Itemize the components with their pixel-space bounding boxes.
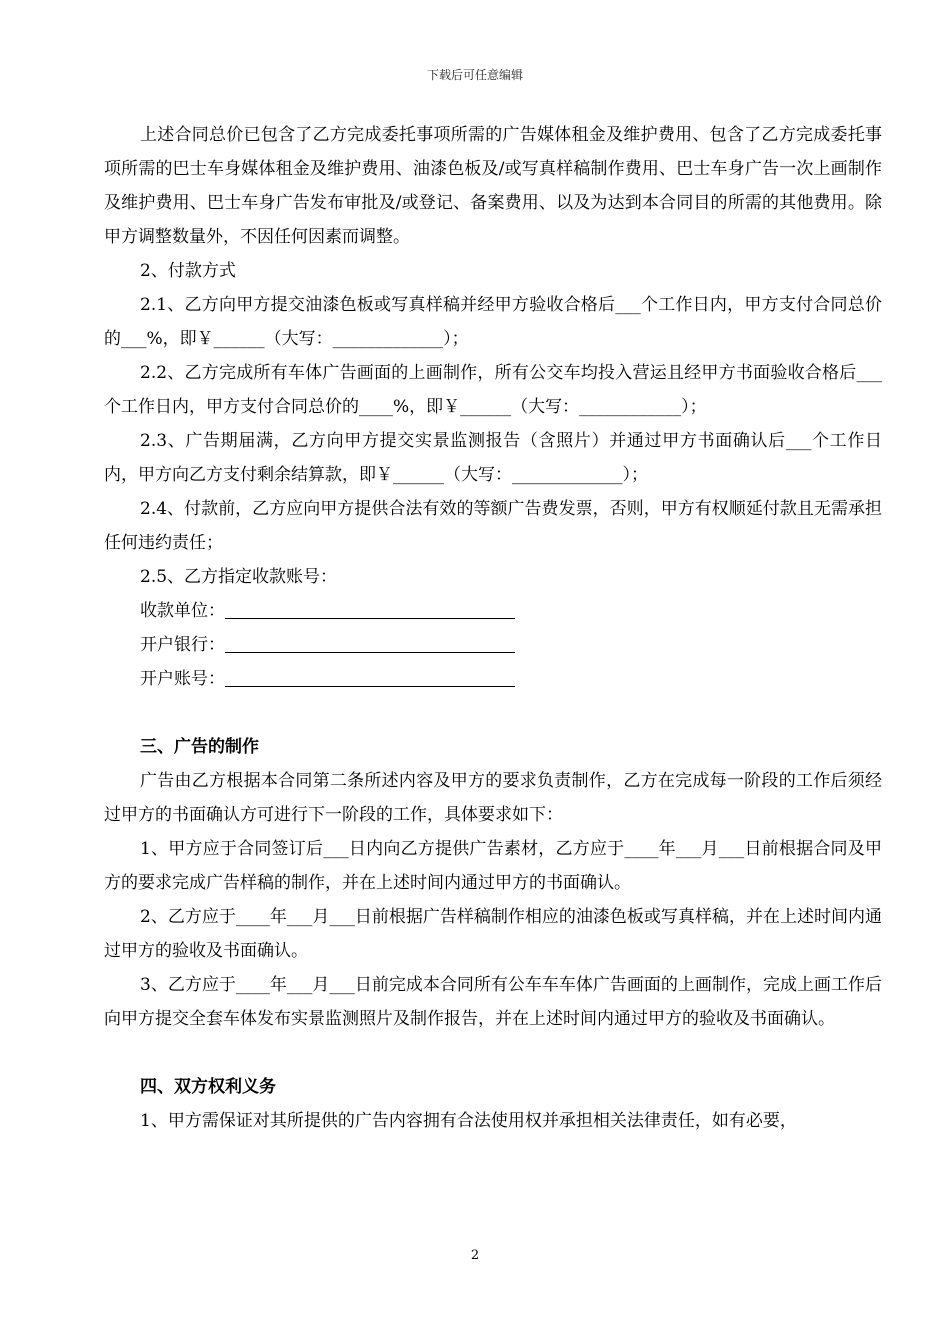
section-4-item-1: 1、甲方需保证对其所提供的广告内容拥有合法使用权并承担相关法律责任，如有必要， <box>140 1111 797 1131</box>
paragraph-payment-2-1: 2.1、乙方向甲方提交油漆色板或写真样稿并经甲方验收合格后___个工作日内，甲方支付合同总价的___%，即￥______（大写：_____________）； <box>104 295 882 349</box>
section-3-intro: 广告由乙方根据本合同第二条所述内容及甲方的要求负责制作，乙方在完成每一阶段的工作后须经过甲方的书面确认方可进行下一阶段的工作，具体要求如下： <box>104 771 882 825</box>
section-3-item-2: 2、乙方应于____年___月___日前根据广告样稿制作相应的油漆色板或写真样稿，并在上述时间内通过甲方的验收及书面确认。 <box>104 907 882 961</box>
section-3-title: 三、广告的制作 <box>140 737 259 757</box>
spacer <box>104 696 882 730</box>
section-3-item-3: 3、乙方应于____年___月___日前完成本合同所有公车车车体广告画面的上画制作，完成上画工作后向甲方提交全套车体发布实景监测照片及制作报告，并在上述时间内通过甲方的验收及书面确认。 <box>104 975 882 1029</box>
section-3-item-1: 1、甲方应于合同签订后___日内向乙方提供广告素材，乙方应于____年___月___日前根据合同及甲方的要求完成广告样稿的制作，并在上述时间内通过甲方的书面确认。 <box>104 839 882 893</box>
page-number: 2 <box>470 1248 480 1263</box>
bank-label: 开户银行： <box>140 635 225 655</box>
paragraph-payment-2-5: 2.5、乙方指定收款账号： <box>140 567 338 587</box>
account-label: 开户账号： <box>140 669 225 689</box>
payee-label: 收款单位： <box>140 601 225 621</box>
paragraph-contract-total: 上述合同总价已包含了乙方完成委托事项所需的广告媒体租金及维护费用、包含了乙方完成委托事项所需的巴士车身媒体租金及维护费用、油漆色板及/或写真样稿制作费用、巴士车身广告一次上画制作及维护费用、巴士车身广告发布审批及/或登记、备案费用、以及为达到本合同目的所需的其他费用。除甲方调整数量外，不因任何因素而调整。 <box>104 125 882 247</box>
page-header: 下载后可任意编辑 <box>426 68 523 82</box>
account-number-line <box>104 662 882 696</box>
paragraph-payment-2-4: 2.4、付款前，乙方应向甲方提供合法有效的等额广告费发票，否则，甲方有权顺延付款且无需承担任何违约责任； <box>104 499 882 553</box>
spacer <box>104 1036 882 1070</box>
bank-blank[interactable] <box>225 632 515 653</box>
paragraph-payment-2-2: 2.2、乙方完成所有车体广告画面的上画制作，所有公交车均投入营运且经甲方书面验收合格后___个工作日内，甲方支付合同总价的____%，即￥______（大写：____________）； <box>104 363 882 417</box>
paragraph-payment-method: 2、付款方式 <box>140 261 236 281</box>
document-body <box>104 118 882 1138</box>
account-bank-line <box>104 628 882 662</box>
account-payee-line <box>104 594 882 628</box>
section-4-title: 四、双方权利义务 <box>140 1077 276 1097</box>
payee-blank[interactable] <box>225 598 515 619</box>
paragraph-payment-2-3: 2.3、广告期届满，乙方向甲方提交实景监测报告（含照片）并通过甲方书面确认后___个工作日内，甲方向乙方支付剩余结算款，即￥______（大写：_____________）； <box>104 431 882 485</box>
account-number-blank[interactable] <box>225 666 515 687</box>
